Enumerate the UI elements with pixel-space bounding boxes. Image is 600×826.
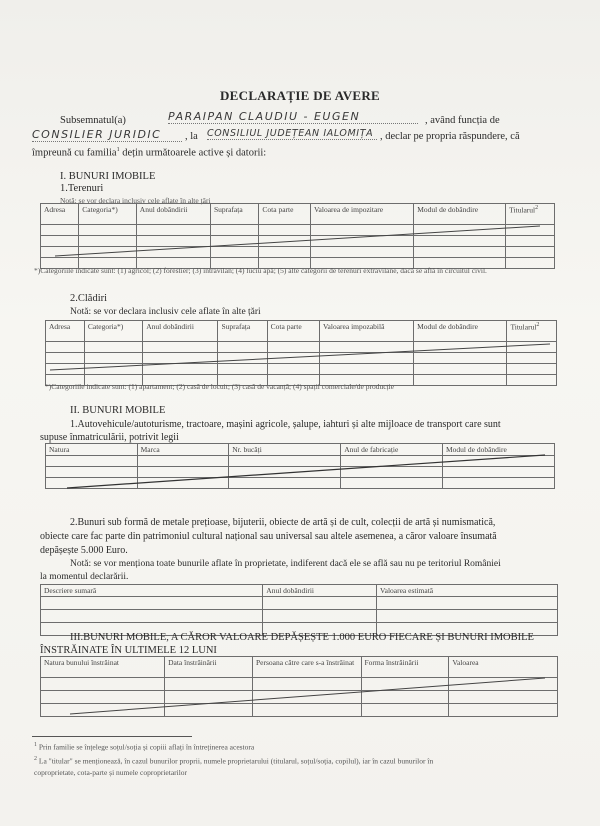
col-header: Adresa: [46, 321, 85, 342]
terenuri-footnote: *)Categoriile indicate sunt: (1) agricol; (2) forestier; (3) intravilan; (4) luciu apă; (5) alte categorii de terenuri extravilane, dacă se află în circuitul civil.: [34, 266, 487, 275]
col-header: Anul dobândirii: [263, 585, 377, 597]
table-row: [46, 467, 555, 478]
col-header: Natura: [46, 444, 138, 456]
col-header: Forma înstrăinării: [361, 657, 449, 678]
col-header: Modul de dobândire: [414, 321, 507, 342]
terenuri-table: [40, 203, 555, 269]
col-header: Marca: [137, 444, 229, 456]
section1-heading: I. BUNURI IMOBILE: [60, 171, 156, 182]
name-field: PARAIPAN CLAUDIU - EUGEN: [168, 110, 418, 124]
col-header: Suprafața: [210, 204, 258, 225]
col-header: Valoarea estimată: [377, 585, 558, 597]
cladiri-footnote: *)Categoriile indicate sunt: (1) apartament; (2) casă de locuit; (3) casă de vacanță; (4) spații comerciale/de producție: [45, 382, 395, 391]
table-header-row: [46, 444, 555, 456]
col-header: Anul dobândirii: [136, 204, 210, 225]
col-header: Anul de fabricație: [341, 444, 443, 456]
page-title: DECLARAȚIE DE AVERE: [219, 88, 381, 103]
col-header: Categoria*): [79, 204, 136, 225]
section2-p2-line3: depășește 5.000 Euro.: [40, 545, 128, 556]
table-row: [41, 236, 555, 247]
table-row: [41, 610, 558, 623]
section2-p1-line1: 1.Autovehicule/autoturisme, tractoare, mașini agricole, șalupe, iahturi și alte mijloace de transport care sunt: [70, 419, 501, 430]
col-header: Data înstrăinării: [165, 657, 253, 678]
col-header: Suprafața: [218, 321, 267, 342]
vehicles-table: [45, 443, 555, 489]
avand-functia-text: , având funcția de: [425, 115, 500, 126]
cladiri-table: [45, 320, 557, 386]
table-row: [41, 678, 558, 691]
footnote-1: $^1$ Prin familie se înțelege soțul/soția și copiii aflați în întreținerea acestora: [34, 742, 255, 752]
section2-p1-line2: supuse înmatriculării, potrivit legii: [40, 432, 179, 443]
footnote-2-line2: coproprietate, cota-parte și numele coproprietarilor: [34, 768, 188, 777]
table-row: [41, 691, 558, 704]
cladiri-heading: 2.Clădiri: [70, 293, 108, 304]
footnote-2-line1: $^2$ La "titular" se menționează, în cazul bunurilor proprii, numele proprietarului (titularul, soțul/soția, copilul), iar în cazul bunurilor în: [34, 756, 434, 766]
table-row: [46, 342, 557, 353]
function-field: CONSILIER JURIDIC: [32, 128, 182, 142]
section3-heading-line1: III.BUNURI MOBILE, A CĂROR VALOARE DEPĂȘEȘTE 1.000 EURO FIECARE ȘI BUNURI IMOBILE: [70, 632, 534, 643]
section2-heading: II. BUNURI MOBILE: [70, 405, 166, 416]
section3-heading-line2: ÎNSTRĂINATE ÎN ULTIMELE 12 LUNI: [40, 645, 217, 656]
col-header: Cota parte: [259, 204, 311, 225]
alienated-table: [40, 656, 558, 717]
table-row: [46, 353, 557, 364]
table-row: [41, 704, 558, 717]
col-header: Valoarea de impozitare: [310, 204, 413, 225]
institution-field: CONSILIUL JUDEȚEAN IALOMIȚA: [207, 128, 377, 140]
col-header: Cota parte: [267, 321, 319, 342]
section2-note-line1: Notă: se vor menționa toate bunurile aflate în proprietate, indiferent dacă ele se află sau nu pe teritoriul României: [70, 559, 501, 569]
declar-text: , declar pe propria răspundere, că: [380, 131, 520, 142]
subsemnatul-label: Subsemnatul(a): [60, 115, 126, 126]
section2-p2-line1: 2.Bunuri sub formă de metale prețioase, bijuterii, obiecte de artă și de cult, colecții de artă și numismatică,: [70, 517, 496, 528]
table-row: [41, 247, 555, 258]
col-header: Nr. bucăți: [229, 444, 341, 456]
section2-p2-line2: obiecte care fac parte din patrimoniul cultural național sau universal sau altele asemenea, a căror valoare însumată: [40, 531, 497, 542]
terenuri-heading: 1.Terenuri: [60, 183, 104, 194]
footnote-divider: [32, 736, 192, 737]
col-header: Titularul$^2$: [507, 321, 557, 342]
table-row: [46, 456, 555, 467]
col-header: Descriere sumară: [41, 585, 263, 597]
table-header-row: [41, 204, 555, 225]
col-header: Valoarea: [449, 657, 558, 678]
cladiri-note: Notă: se vor declara inclusiv cele aflate în alte țări: [70, 307, 261, 317]
col-header: Anul dobândirii: [143, 321, 218, 342]
valuables-table: [40, 584, 558, 636]
la-text: , la: [185, 131, 198, 142]
col-header: Adresa: [41, 204, 79, 225]
terenuri-note: Notă: se vor declara inclusiv cele aflate în alte țări: [60, 196, 211, 205]
col-header: Natura bunului înstrăinat: [41, 657, 165, 678]
table-row: [41, 225, 555, 236]
col-header: Modul de dobândire: [414, 204, 506, 225]
table-header-row: [46, 321, 557, 342]
table-header-row: [41, 657, 558, 678]
table-row: [46, 364, 557, 375]
table-row: [46, 478, 555, 489]
table-header-row: [41, 585, 558, 597]
intro-line3: împreună cu familia$^1$ dețin următoarele active și datorii:: [32, 147, 267, 159]
col-header: Modul de dobândire: [442, 444, 554, 456]
col-header: Titularul$^2$: [506, 204, 555, 225]
col-header: Categoria*): [84, 321, 142, 342]
col-header: Valoarea impozabilă: [319, 321, 413, 342]
col-header: Persoana către care s-a înstrăinat: [252, 657, 361, 678]
table-row: [41, 597, 558, 610]
section2-note-line2: la momentul declarării.: [40, 572, 129, 582]
